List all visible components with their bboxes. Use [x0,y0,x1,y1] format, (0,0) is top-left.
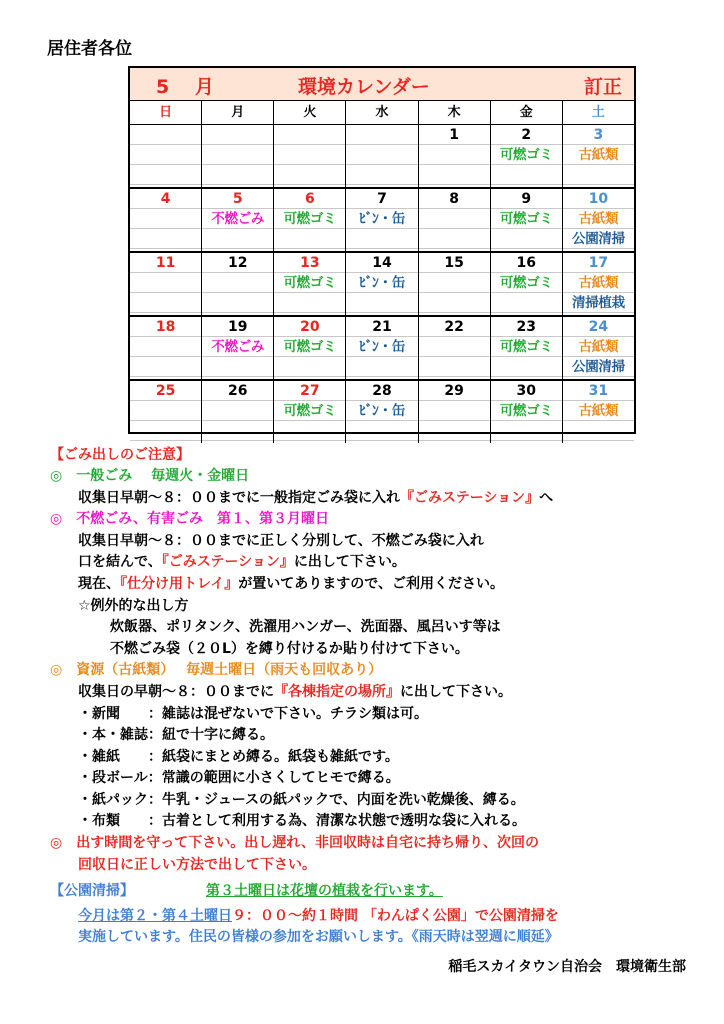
calendar-day-cell [130,381,202,443]
resource-l1b: 『各棟指定の場所』 [274,684,400,700]
day-event: 清掃植栽 [572,295,625,311]
calendar-day-cell [419,189,491,251]
exception-line-2: 不燃ごみ袋（２０L）を縛り付けるか貼り付けて下さい。 [110,641,469,657]
calendar-day-cell [563,189,634,251]
weekday-header [130,101,634,125]
nonburn-l2a: 口を結んで、 [78,554,162,570]
revision-label: 訂正 [583,76,622,98]
calendar-day-cell [202,253,274,315]
calendar-day-cell [130,317,202,379]
calendar-day-cell [491,125,563,187]
day-event: 古紙類 [578,403,619,419]
day-event: ﾋﾞﾝ・缶 [358,211,406,227]
calendar-day-cell [274,125,346,187]
general-place: 『ごみステーション』 [400,490,540,506]
day-number: 28 [372,383,392,399]
calendar-month: 5 月 [156,76,214,98]
exception-title: ☆例外的な出し方 [78,598,189,614]
calendar-day-cell [346,317,418,379]
day-number: 11 [155,255,176,271]
day-event: 可燃ゴミ [499,403,553,419]
day-event: ﾋﾞﾝ・缶 [358,339,406,355]
general-garbage-title: ◎ 一般ごみ 毎週火・金曜日 [50,468,250,484]
calendar-day-cell [563,125,634,187]
calendar-week-row [130,189,634,253]
park-l1b: ９：００～約１時間 「わんぱく公園」で公園清掃を [232,908,559,924]
calendar-body [130,125,634,443]
environment-calendar [128,66,636,434]
day-event: 不燃ごみ [211,211,265,227]
resource-line-1 [78,681,512,701]
day-number: 25 [155,383,176,399]
day-number [202,125,273,145]
park-heading: 【公園清掃】 [50,883,134,899]
resource-item: ・新聞 ：雑誌は混ぜないで下さい。チラシ類は可。 [78,706,428,722]
day-number: 20 [300,319,320,335]
weekday-tue: 火 [274,101,346,124]
nonburn-l2b: 『ごみステーション』 [161,554,294,570]
resource-item: ・本・雑誌：紐で十字に縛る。 [78,727,274,743]
day-number: 30 [516,383,537,399]
resource-l1c: に出して下さい。 [400,684,512,700]
day-event: 可燃ゴミ [283,339,337,355]
day-number: 8 [449,191,459,207]
day-number: 16 [516,255,537,271]
calendar-day-cell [491,189,563,251]
day-number: 10 [588,191,609,207]
calendar-day-cell [130,253,202,315]
weekday-thu: 木 [419,101,491,124]
day-number: 7 [377,191,387,207]
calendar-week-row [130,125,634,189]
day-event: 古紙類 [578,147,619,163]
day-number: 23 [516,319,537,335]
general-text: 収集日早朝～８：００までに一般指定ごみ袋に入れ [78,490,400,506]
resource-l1a: 収集日の早朝～８：００までに [78,684,274,700]
day-number: 27 [300,383,320,399]
calendar-day-cell [491,253,563,315]
calendar-day-cell [346,381,418,443]
calendar-day-cell [130,189,202,251]
calendar-title: 環境カレンダー [298,76,430,98]
addressee: 居住者各位 [47,39,132,59]
resource-title: ◎ 資源（古紙類） 毎週土曜日（雨天も回収あり） [50,662,383,678]
calendar-day-cell [563,317,634,379]
day-event: ﾋﾞﾝ・缶 [358,403,406,419]
day-number [130,125,201,145]
calendar-day-cell [491,317,563,379]
day-event: 可燃ゴミ [499,339,553,355]
nonburnable-title: ◎ 不燃ごみ、有害ごみ 第１、第３月曜日 [50,511,330,527]
park-line-2: 実施しています。住民の皆様の参加をお願いします。《雨天時は翌週に順延》 [78,929,559,945]
weekday-fri: 金 [491,101,563,124]
day-event: 公園清掃 [572,359,625,375]
day-number: 4 [160,191,171,207]
calendar-week-row [130,317,634,381]
park-planting: 第３土曜日は花壇の植栽を行います。 [206,883,443,899]
nonburn-l3c: が置いてありますので、ご利用ください。 [238,576,505,592]
day-event: 不燃ごみ [211,339,265,355]
day-number: 9 [521,191,532,207]
calendar-day-cell [274,189,346,251]
weekday-sat: 土 [591,105,605,120]
day-number: 15 [444,255,464,271]
resource-item: ・布類 ：古着として利用する為、清潔な状態で透明な袋に入れる。 [78,813,526,829]
day-event: 可燃ゴミ [283,211,337,227]
weekday-sun: 日 [130,101,202,124]
calendar-title-bar [130,68,634,101]
day-event: 可燃ゴミ [499,275,553,291]
calendar-day-cell [346,253,418,315]
day-event: 可燃ゴミ [283,403,337,419]
day-number: 13 [300,255,320,271]
calendar-day-cell [274,317,346,379]
calendar-day-cell [563,253,634,315]
park-l1a: 今月は第２・第４土曜日 [78,908,232,924]
day-number: 3 [593,127,604,143]
calendar-day-cell [202,189,274,251]
resource-item: ・雑紙 ：紙袋にまとめ縛る。紙袋も雑紙です。 [78,749,399,765]
day-event: 古紙類 [578,339,619,355]
calendar-day-cell [419,317,491,379]
day-number: 26 [227,383,248,399]
calendar-day-cell [130,125,202,187]
day-event: ﾋﾞﾝ・缶 [358,275,406,291]
day-event: 可燃ゴミ [283,275,337,291]
weekday-wed: 水 [346,101,418,124]
nonburnable-line-2 [78,551,406,571]
day-number: 2 [521,127,532,143]
day-event: 古紙類 [578,211,619,227]
nonburn-l2c: に出して下さい。 [293,554,406,570]
warning-line-2: 回収日に正しい方法で出して下さい。 [78,857,316,873]
day-number: 29 [444,383,464,399]
day-event: 可燃ゴミ [499,147,553,163]
day-event: 可燃ゴミ [499,211,553,227]
day-number: 17 [588,255,609,271]
park-line-1 [78,905,559,925]
nonburn-l3a: 現在、 [78,576,120,592]
warning-line-1: ◎ 出す時間を守って下さい。出し遅れ、非回収時は自宅に持ち帰り、次回の [50,835,540,851]
day-event: 古紙類 [578,275,619,291]
calendar-day-cell [202,125,274,187]
day-event: 公園清掃 [572,231,625,247]
day-number [346,125,417,145]
day-number: 6 [304,191,315,207]
nonburnable-line-3 [78,573,504,593]
day-number: 14 [372,255,392,271]
calendar-day-cell [202,381,274,443]
day-number: 22 [444,319,464,335]
calendar-day-cell [563,381,634,443]
day-number: 5 [232,191,243,207]
resource-item: ・段ボール：常識の範囲に小さくしてヒモで縛る。 [78,770,400,786]
notes-heading: 【ごみ出しのご注意】 [50,447,190,463]
day-number: 31 [588,383,609,399]
calendar-day-cell [419,253,491,315]
general-tail: へ [539,490,554,506]
calendar-day-cell [346,125,418,187]
day-number [274,125,345,145]
weekday-mon: 月 [202,101,274,124]
calendar-week-row [130,253,634,317]
exception-line-1: 炊飯器、ポリタンク、洗濯用ハンガー、洗面器、風呂いす等は [110,619,501,635]
day-number: 19 [227,319,248,335]
nonburn-l3b: 『仕分け用トレイ』 [120,576,239,592]
footer-organization: 稲毛スカイタウン自治会 環境衛生部 [448,959,686,975]
day-number: 18 [155,319,176,335]
resource-item: ・紙パック：牛乳・ジュースの紙パックで、内面を洗い乾燥後、縛る。 [78,792,525,808]
calendar-day-cell [419,381,491,443]
general-garbage-text [78,487,553,507]
nonburnable-line-1: 収集日早朝～８：００までに正しく分別して、不燃ごみ袋に入れ [78,533,484,549]
calendar-day-cell [491,381,563,443]
day-number: 1 [449,127,459,143]
day-number: 12 [227,255,248,271]
calendar-week-row [130,381,634,443]
calendar-day-cell [274,253,346,315]
calendar-day-cell [419,125,491,187]
calendar-day-cell [202,317,274,379]
day-number: 21 [372,319,392,335]
calendar-day-cell [346,189,418,251]
calendar-day-cell [274,381,346,443]
day-number: 24 [588,319,609,335]
